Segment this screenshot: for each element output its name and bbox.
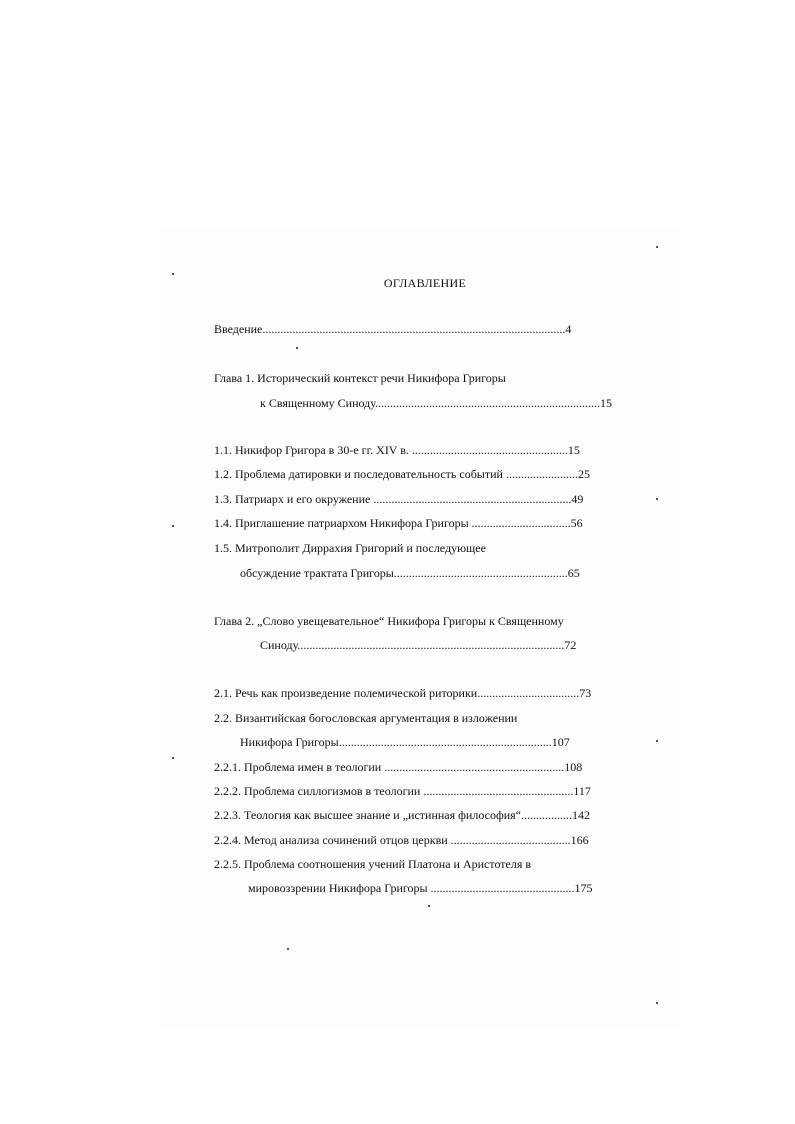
toc-entry-2-2: 2.2. Византийская богословская аргументация в изложении bbox=[214, 711, 518, 725]
toc-entry-2-2-5-cont: мировоззрении Никифора Григоры ................................................175 bbox=[248, 881, 593, 895]
toc-entry-2-2-2: 2.2.2. Проблема силлогизмов в теологии ..................................................117 bbox=[214, 784, 591, 798]
scan-speck bbox=[428, 905, 430, 907]
scan-speck bbox=[656, 740, 658, 742]
toc-entry-2-2-cont: Никифора Григоры.......................................................................107 bbox=[240, 735, 570, 749]
scanned-sheet bbox=[160, 228, 680, 1028]
scan-speck bbox=[172, 273, 174, 275]
toc-entry-2-2-1: 2.2.1. Проблема имен в теологии ............................................................108 bbox=[214, 760, 583, 774]
scan-speck bbox=[656, 246, 658, 248]
toc-entry-chapter2-cont: Синоду.........................................................................................72 bbox=[260, 638, 577, 652]
scan-speck bbox=[656, 498, 658, 500]
toc-title: ОГЛАВЛЕНИЕ bbox=[383, 276, 467, 290]
scan-speck bbox=[172, 525, 174, 527]
toc-entry-2-2-4: 2.2.4. Метод анализа сочинений отцов церкви ........................................166 bbox=[214, 833, 589, 847]
toc-entry-2-2-5: 2.2.5. Проблема соотношения учений Платона и Аристотеля в bbox=[214, 857, 532, 871]
scan-speck bbox=[656, 1002, 658, 1004]
toc-entry-intro: Введение.....................................................................................................4 bbox=[214, 322, 572, 336]
toc-entry-1-2: 1.2. Проблема датировки и последовательность событий ........................25 bbox=[214, 467, 590, 481]
scan-speck bbox=[172, 757, 174, 759]
scan-speck bbox=[296, 347, 298, 349]
toc-entry-1-4: 1.4. Приглашение патриархом Никифора Григоры .................................56 bbox=[214, 516, 583, 530]
toc-entry-2-1: 2.1. Речь как произведение полемической риторики..................................73 bbox=[214, 686, 592, 700]
toc-entry-chapter1: Глава 1. Исторический контекст речи Никифора Григоры bbox=[214, 371, 506, 385]
toc-entry-1-3: 1.3. Патриарх и его окружение ..................................................................49 bbox=[214, 492, 584, 506]
toc-entry-1-5-cont: обсуждение трактата Григоры..........................................................65 bbox=[240, 566, 580, 580]
toc-entry-chapter1-cont: к Священному Синоду...........................................................................15 bbox=[260, 396, 613, 410]
toc-entry-2-2-3: 2.2.3. Теология как высшее знание и „истинная философия“.................142 bbox=[214, 808, 591, 822]
scan-speck bbox=[287, 948, 289, 950]
toc-entry-chapter2: Глава 2. „Слово увещевательное“ Никифора Григоры к Священному bbox=[214, 614, 564, 628]
toc-entry-1-5: 1.5. Митрополит Диррахия Григорий и последующее bbox=[214, 541, 486, 555]
toc-entry-1-1: 1.1. Никифор Григора в 30-е гг. XIV в. ....................................................15 bbox=[214, 443, 580, 457]
